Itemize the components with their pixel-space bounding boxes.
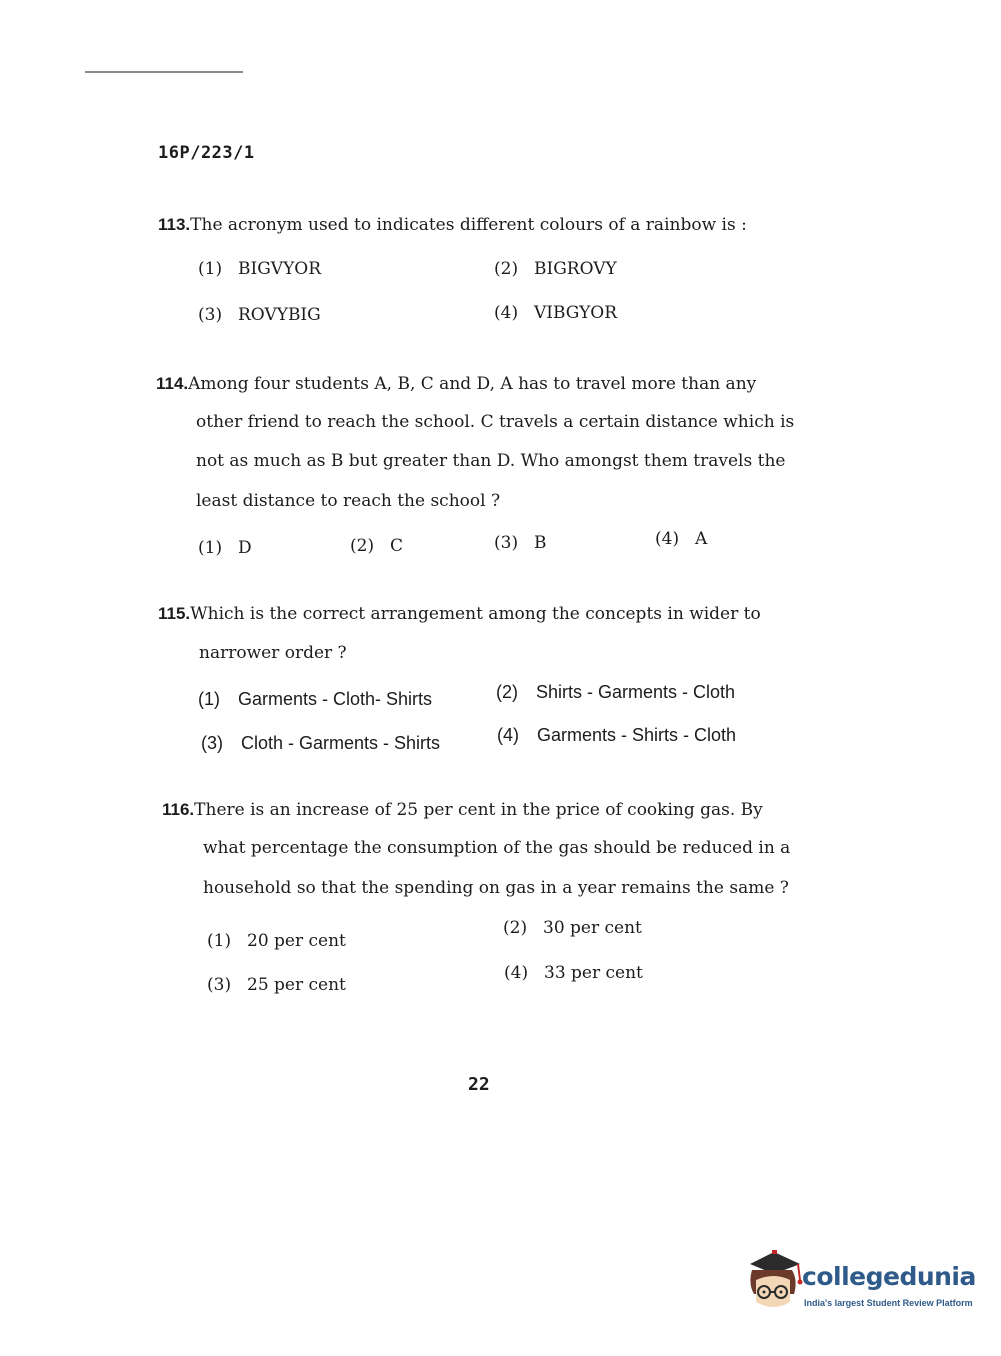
question-number: 114.	[156, 374, 189, 393]
option-116-4[interactable]: (4) 33 per cent	[504, 963, 643, 983]
option-114-2[interactable]: (2) C	[350, 536, 404, 556]
question-number: 115.	[158, 604, 191, 623]
paper-code: 16P/223/1	[158, 143, 255, 163]
question-113	[158, 205, 747, 245]
logo-tagline: India's largest Student Review Platform	[804, 1298, 973, 1308]
mascot-icon	[744, 1250, 804, 1314]
option-115-2[interactable]: (2) Shirts - Garments - Cloth	[496, 682, 736, 702]
question-text-line-1: There is an increase of 25 per cent in the price of cooking gas. By	[194, 800, 763, 820]
option-116-3[interactable]: (3) 25 per cent	[207, 975, 346, 995]
question-114-line-4: least distance to reach the school ?	[196, 491, 501, 511]
question-116-line-3: household so that the spending on gas in a year remains the same ?	[203, 878, 789, 898]
question-114	[156, 364, 756, 404]
option-113-3[interactable]: (3) ROVYBIG	[198, 305, 321, 325]
question-number: 113.	[158, 215, 191, 234]
question-116	[162, 790, 763, 830]
option-115-4[interactable]: (4) Garments - Shirts - Cloth	[497, 725, 737, 745]
page-number: 22	[468, 1074, 490, 1095]
option-115-3[interactable]: (3) Cloth - Garments - Shirts	[201, 733, 441, 753]
option-114-3[interactable]: (3) B	[494, 533, 547, 553]
question-text-line-1: Among four students A, B, C and D, A has to travel more than any	[188, 374, 757, 394]
question-115	[158, 594, 761, 634]
question-number: 116.	[162, 800, 195, 819]
option-116-2[interactable]: (2) 30 per cent	[503, 918, 642, 938]
option-113-4[interactable]: (4) VIBGYOR	[494, 303, 618, 323]
option-116-1[interactable]: (1) 20 per cent	[207, 931, 346, 951]
logo-brand: collegedunia	[802, 1262, 976, 1291]
option-113-1[interactable]: (1) BIGVYOR	[198, 259, 322, 279]
option-113-2[interactable]: (2) BIGROVY	[494, 259, 617, 279]
collegedunia-logo	[744, 1250, 974, 1320]
question-text-line-1: Which is the correct arrangement among the concepts in wider to	[190, 604, 761, 624]
option-114-4[interactable]: (4) A	[655, 529, 708, 549]
question-114-line-2: other friend to reach the school. C travels a certain distance which is	[196, 412, 795, 432]
header-rule	[85, 71, 243, 73]
question-116-line-2: what percentage the consumption of the gas should be reduced in a	[203, 838, 791, 858]
question-text: The acronym used to indicates different colours of a rainbow is :	[190, 215, 747, 235]
option-115-1[interactable]: (1) Garments - Cloth- Shirts	[198, 689, 433, 709]
question-114-line-3: not as much as B but greater than D. Who amongst them travels the	[196, 451, 786, 471]
option-114-1[interactable]: (1) D	[198, 538, 252, 558]
question-115-line-2: narrower order ?	[199, 643, 347, 663]
